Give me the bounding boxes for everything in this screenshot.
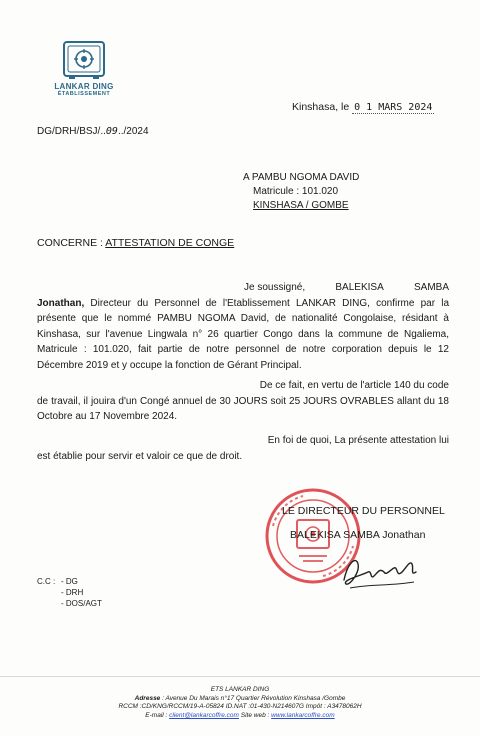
place-label: Kinshasa, le bbox=[292, 101, 350, 113]
paragraph-1 bbox=[37, 280, 449, 373]
p2-first-line: De ce fait, en vertu de l'article 140 du code bbox=[259, 380, 449, 391]
logo-name: LANKAR DING bbox=[54, 82, 114, 91]
date-line bbox=[292, 101, 434, 113]
footer-registration: RCCM :CD/KNG/RCCM/19-A-05824 ID.NAT :01-430-N214607G Impôt : A3478062H bbox=[118, 703, 362, 710]
paragraph-2 bbox=[37, 378, 449, 425]
footer-email-label: E-mail : bbox=[145, 711, 170, 719]
subject-text: ATTESTATION DE CONGE bbox=[105, 237, 235, 249]
ref-number: 09 bbox=[105, 126, 118, 137]
recipient-matricule: Matricule : 101.020 bbox=[253, 186, 339, 197]
paragraph-1-body bbox=[37, 296, 449, 374]
cc-row bbox=[37, 587, 102, 598]
footer-address: : Avenue Du Marais n°17 Quartier Révolution Kinshasa /Gombe bbox=[160, 694, 346, 702]
p2-text: de travail, il jouira d'un Congé annuel de 30 JOURS soit 25 JOURS OVRABLES allant du 18 Octobre au 17 Novembre 2024. bbox=[37, 395, 449, 422]
p1-text: Directeur du Personnel de l'Etablissement LANKAR DING, confirme par la présente que le nommé PAMBU NGOMA David, de nationalité Congolaise, résidant à Kinshasa, sur l'avenue Lingwala n° 26 quartier Congo dans la commune de Ngaliema, Matricule : 101.020, fait partie de notre personnel de notre corporation depuis le 12 Décembre 2019 et y occupe la fonction de Gérant Principal. bbox=[37, 297, 449, 371]
footer-address-line bbox=[0, 695, 480, 704]
p1-firstname: Jonathan, bbox=[37, 297, 85, 309]
subject-line bbox=[37, 237, 234, 249]
company-logo bbox=[44, 40, 124, 97]
footer bbox=[0, 686, 480, 720]
p1-middle-name: SAMBA bbox=[413, 282, 449, 293]
recipient-block bbox=[243, 171, 359, 213]
footer-address-label: Adresse bbox=[134, 694, 161, 702]
paragraph-1-first-line bbox=[37, 280, 449, 296]
footer-site-label: Site web : bbox=[238, 711, 272, 719]
logo-subtitle: ÉTABLISSEMENT bbox=[57, 91, 111, 97]
cc-row bbox=[37, 598, 102, 609]
subject-label: CONCERNE : bbox=[37, 237, 106, 249]
cc-item: - DRH bbox=[61, 588, 84, 597]
recipient-name: A PAMBU NGOMA DAVID bbox=[243, 172, 360, 183]
recipient-address: KINSHASA / GOMBE bbox=[253, 200, 349, 211]
reference-number bbox=[37, 126, 149, 137]
signatory-name: BALEKISA SAMBA Jonathan bbox=[290, 529, 426, 541]
footer-contact bbox=[0, 712, 480, 721]
cc-row bbox=[37, 576, 102, 587]
p1-surname: BALEKISA bbox=[335, 282, 384, 293]
p3-first-line: En foi de quoi, La présente attestation lui bbox=[267, 435, 449, 446]
paragraph-3 bbox=[37, 433, 449, 464]
footer-email-link[interactable]: client@lankarcoffre.com bbox=[169, 711, 239, 719]
footer-website-link[interactable]: www.lankarcoffre.com bbox=[271, 711, 335, 719]
signatory-title: LE DIRECTEUR DU PERSONNEL bbox=[282, 505, 445, 517]
cc-label: C.C : bbox=[37, 577, 56, 586]
cc-item: - DOS/AGT bbox=[61, 599, 102, 608]
footer-company: ETS LANKAR DING bbox=[210, 686, 270, 693]
safe-icon bbox=[61, 40, 107, 80]
date-value: 0 1 MARS 2024 bbox=[354, 102, 433, 113]
p3-text: est établie pour servir et valoir ce que de droit. bbox=[37, 450, 243, 462]
p1-intro: Je soussigné, bbox=[244, 282, 306, 293]
footer-divider bbox=[0, 676, 480, 677]
ref-suffix: ../2024 bbox=[117, 126, 149, 137]
cc-item: - DG bbox=[61, 577, 78, 586]
ref-prefix: DG/DRH/BSJ/.. bbox=[37, 126, 106, 137]
handwritten-signature bbox=[340, 550, 420, 592]
carbon-copy-list bbox=[37, 576, 102, 609]
